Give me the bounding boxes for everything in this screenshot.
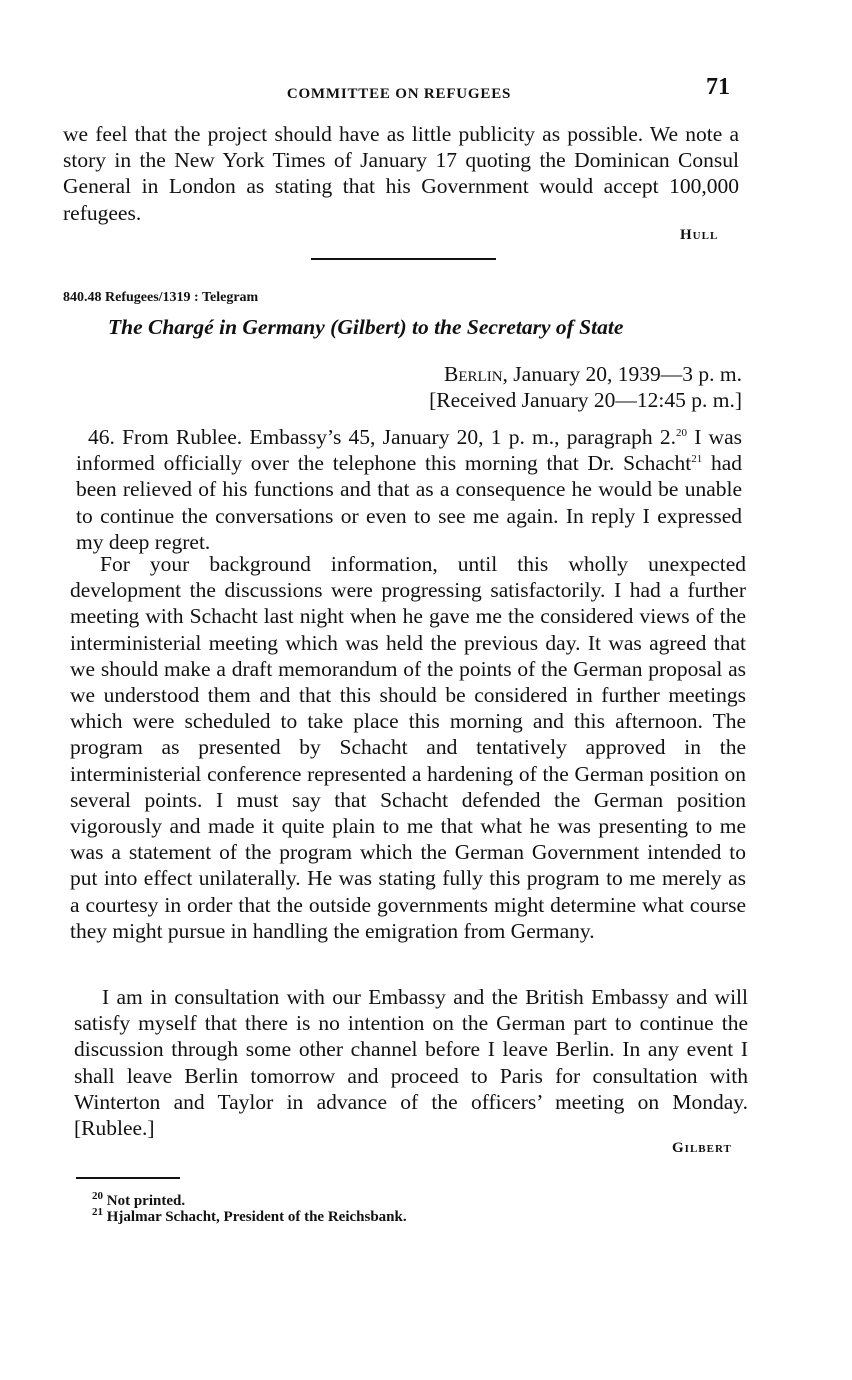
section-divider [311,258,496,260]
dateline-date: , January 20, 1939—3 p. m. [502,362,742,386]
running-header: COMMITTEE ON REFUGEES [286,86,512,102]
telegram-paragraph-2: For your background information, until this wholly unexpected development the discussions were progressing satisfactorily. I had a further meeting with Schacht last night when he gave me the considered views of the interministerial meeting which was held the previous day. It was agreed that we should make a draft memorandum of the points of the German proposal as we understood them and that this should be considered in further meetings which were scheduled to take place this morning and this afternoon. The program as presented by Schacht and tentatively approved in the interministerial conference represented a hardening of the German position on several points. I must say that Schacht defended the German position vigorously and made it quite plain to me that what he was presenting to me was a statement of the program which the German Government intended to put into effect unilaterally. He was stating fully this program to me merely as a courtesy in order that the outside governments might determine what course they might pursue in handling the emigration from Germany. [70,552,746,943]
footnote-ref-21: 21 [691,453,703,466]
paragraph-1-text-a: 46. From Rublee. Embassy’s 45, January 20, 1 p. m., paragraph 2. [88,425,676,449]
footnote-21 [92,1206,407,1225]
dateline-place: Berlin [444,362,503,386]
dateline [444,362,742,387]
title-part-2: ) to the Secretary of State [399,315,624,339]
page-number: 71 [706,74,730,100]
paragraph-1-text-c: had been relieved of his functions and that as a consequence he would be unable to continue the conversations or even to see me again. In reply I expressed my deep regret. [76,451,743,554]
footnote-marker: 21 [92,1206,103,1218]
telegram-paragraph-3: I am in consultation with our Embassy and the British Embassy and will satisfy myself that there is no intention on the German part to continue the discussion through some other channel before I leave Berlin. In any event I shall leave Berlin tomorrow and proceed to Paris for consultation with Winterton and Taylor in advance of the officers’ meeting on Monday. [Rublee.] [74,985,748,1141]
previous-paragraph: we feel that the project should have as little publicity as possible. We note a story in the New York Times of January 17 quoting the Dominican Consul General in London as stating that his Government would accept 100,000 refugees. [63,122,739,225]
document-title [108,315,623,340]
footnote-text: Hjalmar Schacht, President of the Reichsbank. [106,1209,407,1225]
footnotes [92,1190,407,1225]
footnote-20 [92,1190,407,1209]
signature-gilbert: Gilbert [672,1140,732,1156]
footnote-divider [76,1177,180,1179]
received-line: [Received January 20—12:45 p. m.] [429,388,742,412]
signature-hull: Hull [680,227,719,243]
footnote-text: Not printed. [106,1193,186,1209]
paragraph-1-text-b: I was informed officially over the telephone this morning that Dr. Schacht [76,425,742,476]
footnote-ref-20: 20 [675,426,687,439]
title-name: Gilbert [337,315,400,339]
title-part-1: The Chargé in Germany ( [108,315,338,339]
footnote-marker: 20 [92,1190,103,1202]
telegram-paragraph-1 [76,424,742,555]
file-reference: 840.48 Refugees/1319 : Telegram [63,290,259,305]
